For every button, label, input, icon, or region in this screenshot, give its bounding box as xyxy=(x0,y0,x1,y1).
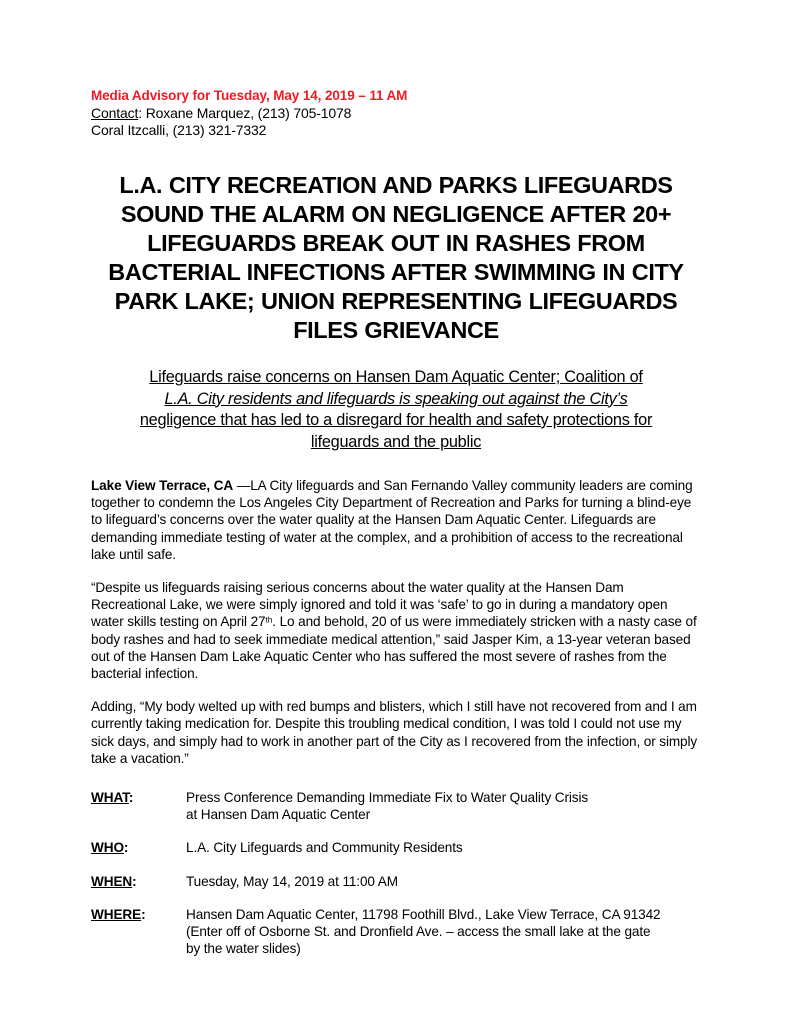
headline-line-6: FILES GRIEVANCE xyxy=(293,317,499,343)
detail-row-when xyxy=(91,873,701,890)
body-paragraph-3: Adding, “My body welted up with red bumps and blisters, which I still have not recovered from and I am currently taking medication for. Despite this troubling medical condition, I was told I could not use my sick days, and simply had to work in another part of the City as I recovered from the infection, or simply take a vacation.” xyxy=(91,699,698,766)
contact-label: Contact xyxy=(91,105,139,121)
headline-line-1: L.A. CITY RECREATION AND PARKS LIFEGUARDS xyxy=(119,172,673,198)
detail-label-where-colon: : xyxy=(141,906,146,922)
detail-value-where-line-1: Hansen Dam Aquatic Center, 11798 Foothill Blvd., Lake View Terrace, CA 91342 xyxy=(186,906,661,922)
body-paragraph-2-text-part2: . Lo and behold, 20 of us were immediately stricken with a nasty case of body rashes and had to seek immediate medical attention,” said Jasper Kim, a 13-year veteran based out of the Hansen Dam Lake Aquatic Center who has suffered the most severe of rashes from the bacterial infection. xyxy=(91,614,697,682)
document-content xyxy=(91,88,701,957)
event-details xyxy=(91,789,701,957)
detail-value-what-line-2: at Hansen Dam Aquatic Center xyxy=(186,807,371,823)
body-paragraph-2 xyxy=(91,579,701,682)
subheadline xyxy=(91,367,701,453)
detail-label-when-colon: : xyxy=(132,873,137,889)
headline-line-4: BACTERIAL INFECTIONS AFTER SWIMMING IN CITY xyxy=(108,259,684,285)
ordinal-superscript: th xyxy=(265,614,273,625)
body-paragraph-2-text-part1: “Despite us lifeguards raising serious concerns about the water quality at the Hansen Dam Recreational Lake, we were simply ignored and told it was ‘safe’ to go in during a mandatory open water skills testing on April 27 xyxy=(91,580,668,630)
detail-label-when-text: WHEN xyxy=(91,873,133,889)
contact-primary-value: Roxane Marquez, (213) 705-1078 xyxy=(145,105,352,121)
subheadline-line-2: L.A. City residents and lifeguards is speaking out against the City’s xyxy=(164,389,628,408)
advisory-date-line: Media Advisory for Tuesday, May 14, 2019 – 11 AM xyxy=(91,88,408,103)
body-paragraph-1 xyxy=(91,477,701,563)
detail-value-when-line-1: Tuesday, May 14, 2019 at 11:00 AM xyxy=(186,873,398,889)
detail-value-what-line-1: Press Conference Demanding Immediate Fix to Water Quality Crisis xyxy=(186,790,589,806)
headline-line-2: SOUND THE ALARM ON NEGLIGENCE AFTER 20+ xyxy=(120,201,672,227)
contact-line-secondary: Coral Itzcalli, (213) 321-7332 xyxy=(91,122,267,138)
detail-row-who xyxy=(91,839,701,856)
contact-line-primary xyxy=(91,105,701,122)
detail-label-who-colon: : xyxy=(123,840,129,856)
detail-row-what xyxy=(91,789,701,823)
headline-line-3: LIFEGUARDS BREAK OUT IN RASHES FROM xyxy=(147,230,645,256)
detail-label-where-text: WHERE xyxy=(91,906,142,922)
detail-value-when xyxy=(186,873,701,890)
detail-label-who xyxy=(91,839,186,856)
contact-separator: : xyxy=(138,105,146,121)
page-title xyxy=(91,171,701,345)
subheadline-line-4: lifeguards and the public xyxy=(310,432,482,451)
headline-line-5: PARK LAKE; UNION REPRESENTING LIFEGUARDS xyxy=(114,288,678,314)
detail-value-where-line-2: (Enter off of Osborne St. and Dronfield Ave. – access the small lake at the gate xyxy=(186,924,651,940)
detail-value-who-line-1: L.A. City Lifeguards and Community Residents xyxy=(186,840,463,856)
detail-label-what-colon: : xyxy=(128,790,134,806)
detail-value-where-line-3: by the water slides) xyxy=(186,941,301,957)
subheadline-line-3: negligence that has led to a disregard for health and safety protections for xyxy=(139,411,653,429)
dateline: Lake View Terrace, CA xyxy=(91,478,234,493)
detail-label-when xyxy=(91,873,186,890)
detail-row-where xyxy=(91,906,701,958)
detail-label-where xyxy=(91,906,186,923)
detail-value-where xyxy=(186,906,701,958)
detail-value-what xyxy=(186,789,701,823)
subheadline-line-1: Lifeguards raise concerns on Hansen Dam Aquatic Center; Coalition of xyxy=(149,368,643,386)
detail-label-what xyxy=(91,789,186,806)
advisory-header xyxy=(91,88,701,139)
detail-label-who-text: WHO xyxy=(91,840,124,856)
body-paragraph-1-text: —LA City lifeguards and San Fernando Valley community leaders are coming together to condemn the Los Angeles City Department of Recreation and Parks for turning a blind-eye to lifeguard’s concerns over the water quality at the Hansen Dam Aquatic Center. Lifeguards are demanding immediate testing of water at the complex, and a prohibition of access to the recreational lake until safe. xyxy=(91,478,693,562)
detail-value-who xyxy=(186,839,701,856)
detail-label-what-text: WHAT xyxy=(91,790,129,806)
